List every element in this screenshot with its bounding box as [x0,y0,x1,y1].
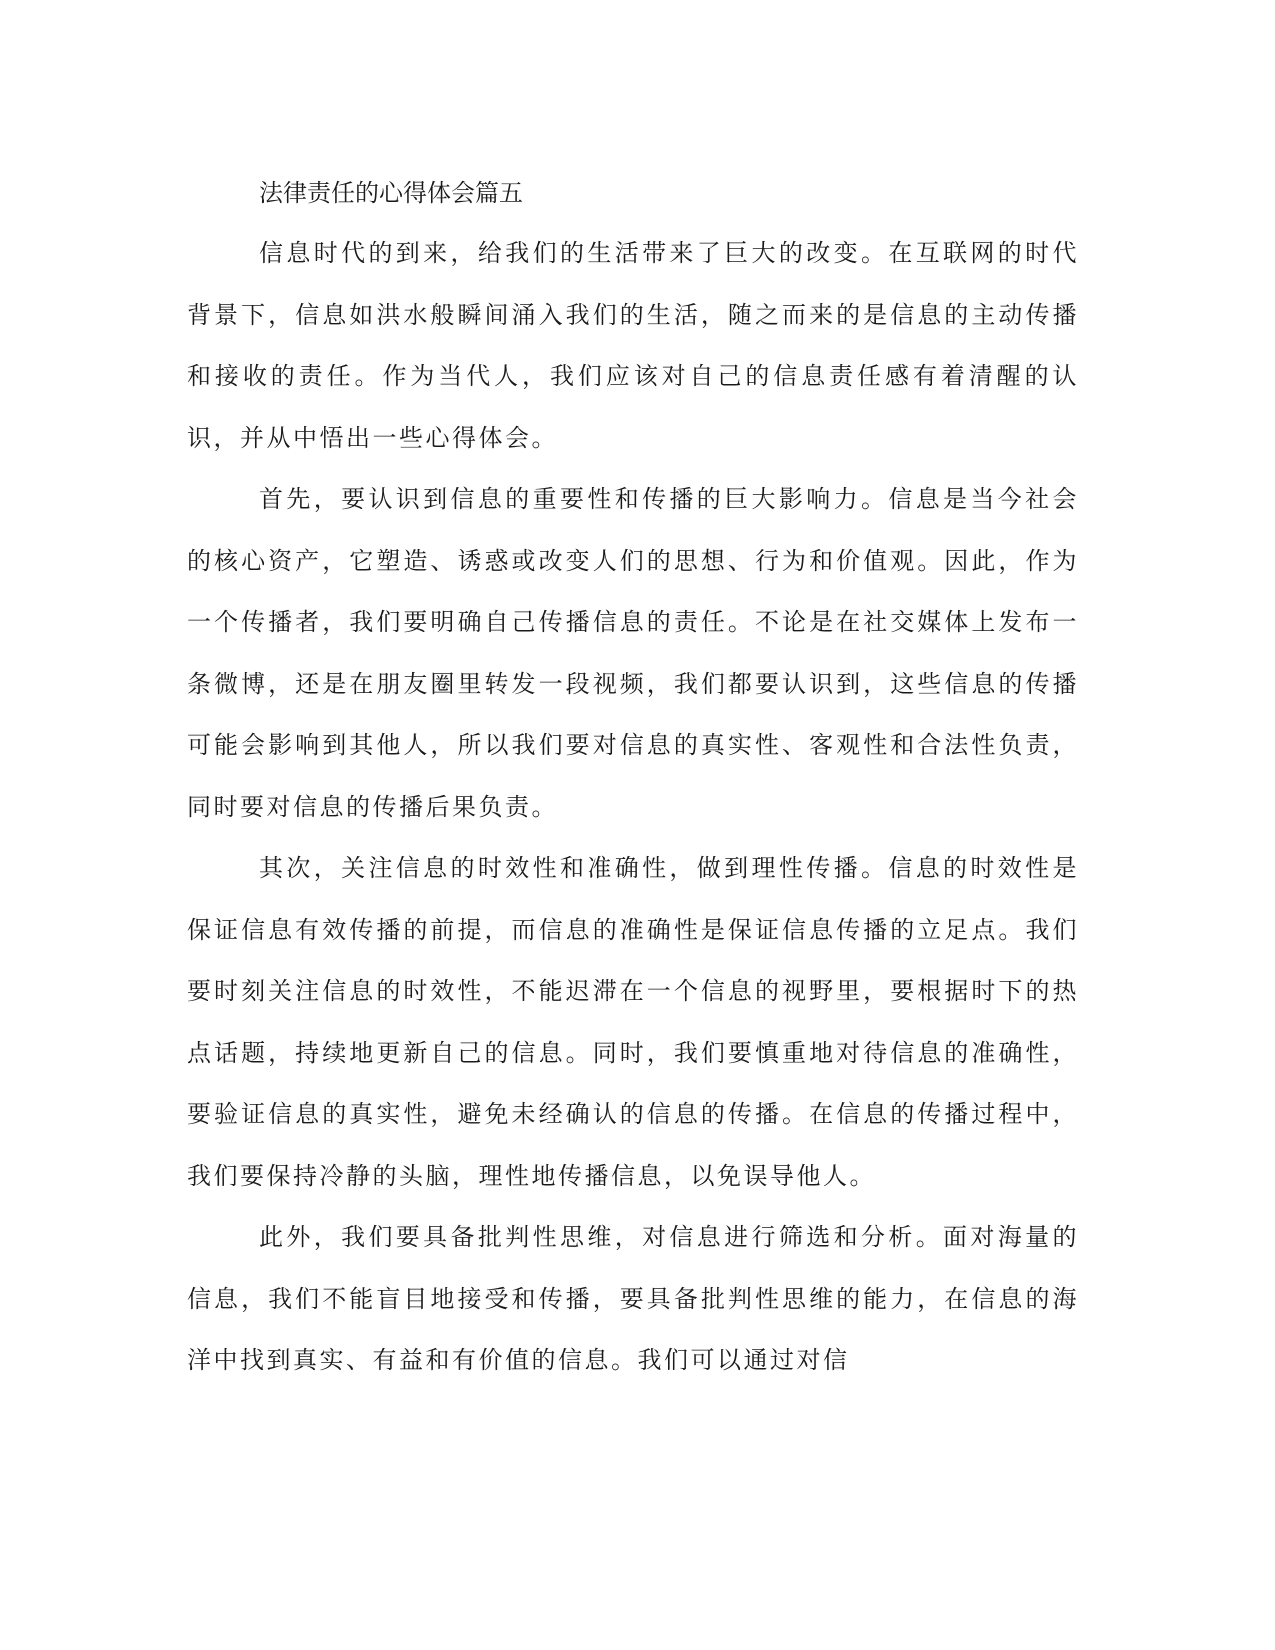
paragraph-intro: 信息时代的到来，给我们的生活带来了巨大的改变。在互联网的时代背景下，信息如洪水般瞬间涌入我们的生活，随之而来的是信息的主动传播和接收的责任。作为当代人，我们应该对自己的信息责任感有着清醒的认识，并从中悟出一些心得体会。 [187,239,1079,452]
paragraph-second-point: 其次，关注信息的时效性和准确性，做到理性传播。信息的时效性是保证信息有效传播的前提，而信息的准确性是保证信息传播的立足点。我们要时刻关注信息的时效性，不能迟滞在一个信息的视野里，要根据时下的热点话题，持续地更新自己的信息。同时，我们要慎重地对待信息的准确性，要验证信息的真实性，避免未经确认的信息的传播。在信息的传播过程中，我们要保持冷静的头脑，理性地传播信息，以免误导他人。 [187,854,1079,1190]
page-title: 法律责任的心得体会篇五 [259,179,523,207]
paragraph-third-point: 此外，我们要具备批判性思维，对信息进行筛选和分析。面对海量的信息，我们不能盲目地接受和传播，要具备批判性思维的能力，在信息的海洋中找到真实、有益和有价值的信息。我们可以通过对信 [187,1223,1079,1374]
paragraph-first-point: 首先，要认识到信息的重要性和传播的巨大影响力。信息是当今社会的核心资产，它塑造、诱惑或改变人们的思想、行为和价值观。因此，作为一个传播者，我们要明确自己传播信息的责任。不论是在社交媒体上发布一条微博，还是在朋友圈里转发一段视频，我们都要认识到，这些信息的传播可能会影响到其他人，所以我们要对信息的真实性、客观性和合法性负责，同时要对信息的传播后果负责。 [187,485,1079,821]
document-body [187,163,1079,1392]
